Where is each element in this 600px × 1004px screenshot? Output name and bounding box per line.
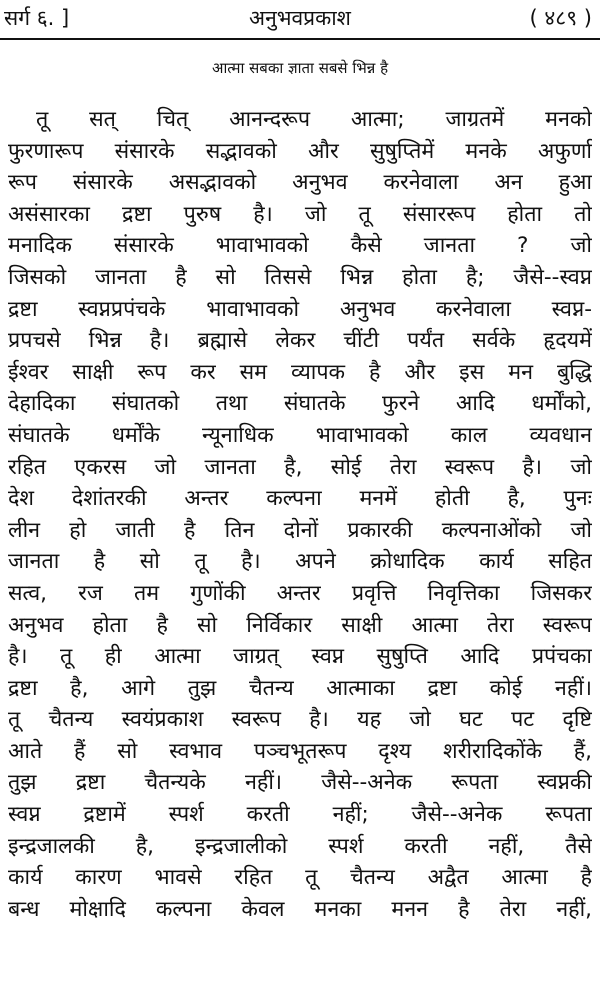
text-line: इन्द्रजालकी है, इन्द्रजालीको स्पर्श करती नहीं, तैसे xyxy=(8,833,592,859)
text-line: फुरणारूप संसारके सद्भावको और सुषुप्तिमें मनके अफुर्णा xyxy=(8,138,592,164)
text-line: लीन हो जाती है तिन दोनों प्रकारकी कल्पनाओंको जो xyxy=(8,517,592,543)
text-line: द्रष्टा है, आगे तुझ चैतन्य आत्माका द्रष्टा कोई नहीं। xyxy=(8,675,592,701)
book-title: अनुभवप्रकाश xyxy=(249,6,351,30)
text-line: आते हैं सो स्वभाव पञ्चभूतरूप दृश्य शरीरादिकोंके हैं, xyxy=(8,738,592,764)
text-line: जानता है सो तू है। अपने क्रोधादिक कार्य सहित xyxy=(8,549,592,575)
text-line: तू सत् चित् आनन्दरूप आत्मा; जाग्रतमें मनको xyxy=(36,107,592,132)
text-line: अनुभव होता है सो निर्विकार साक्षी आत्मा तेरा स्वरूप xyxy=(8,612,592,638)
text-line: संघातके धर्मोंके न्यूनाधिक भावाभावको काल व्यवधान xyxy=(8,422,592,448)
text-line: तू चैतन्य स्वयंप्रकाश स्वरूप है। यह जो घट पट दृष्टि xyxy=(8,707,592,733)
text-line: देहादिका संघातको तथा संघातके फुरने आदि धर्मोंको, xyxy=(8,391,592,417)
text-line: देश देशांतरकी अन्तर कल्पना मनमें होती है, पुनः xyxy=(8,486,592,512)
text-line: प्रपचसे भिन्न है। ब्रह्मासे लेकर चींटी पर्यंत सर्वके हृदयमें xyxy=(8,328,592,354)
text-line: रूप संसारके असद्भावको अनुभव करनेवाला अन हुआ xyxy=(8,170,592,196)
text-line: कार्य कारण भावसे रहित तू चैतन्य अद्वैत आत्मा है xyxy=(8,865,592,891)
section-subtitle: आत्मा सबका ज्ञाता सबसे भिन्न है xyxy=(211,59,389,77)
text-line: जिसको जानता है सो तिससे भिन्न होता है; जैसे--स्वप्न xyxy=(8,264,592,290)
chapter-label: सर्ग ६. ] xyxy=(4,6,70,30)
text-line: मनादिक संसारके भावाभावको कैसे जानता ? जो xyxy=(8,233,592,259)
text-line: सत्व, रज तम गुणोंकी अन्तर प्रवृत्ति निवृत्तिका जिसकर xyxy=(8,580,592,606)
body-text xyxy=(8,104,592,925)
page-number: ( ४८९ ) xyxy=(529,6,592,30)
text-line: स्वप्न द्रष्टामें स्पर्श करती नहीं; जैसे--अनेक रूपता xyxy=(8,802,592,828)
text-line: तुझ द्रष्टा चैतन्यके नहीं। जैसे--अनेक रूपता स्वप्नकी xyxy=(8,770,592,796)
page-header xyxy=(0,0,600,40)
header-rule xyxy=(0,38,600,40)
text-line: ईश्वर साक्षी रूप कर सम व्यापक है और इस मन बुद्धि xyxy=(8,359,592,385)
text-line: है। तू ही आत्मा जाग्रत् स्वप्न सुषुप्ति आदि प्रपंचका xyxy=(8,644,592,670)
text-line: द्रष्टा स्वप्नप्रपंचके भावाभावको अनुभव करनेवाला स्वप्न- xyxy=(8,296,592,322)
text-line: बन्ध मोक्षादि कल्पना केवल मनका मनन है तेरा नहीं, xyxy=(8,896,592,922)
text-line: रहित एकरस जो जानता है, सोई तेरा स्वरूप है। जो xyxy=(8,454,592,480)
text-line: असंसारका द्रष्टा पुरुष है। जो तू संसाररूप होता तो xyxy=(8,201,592,227)
